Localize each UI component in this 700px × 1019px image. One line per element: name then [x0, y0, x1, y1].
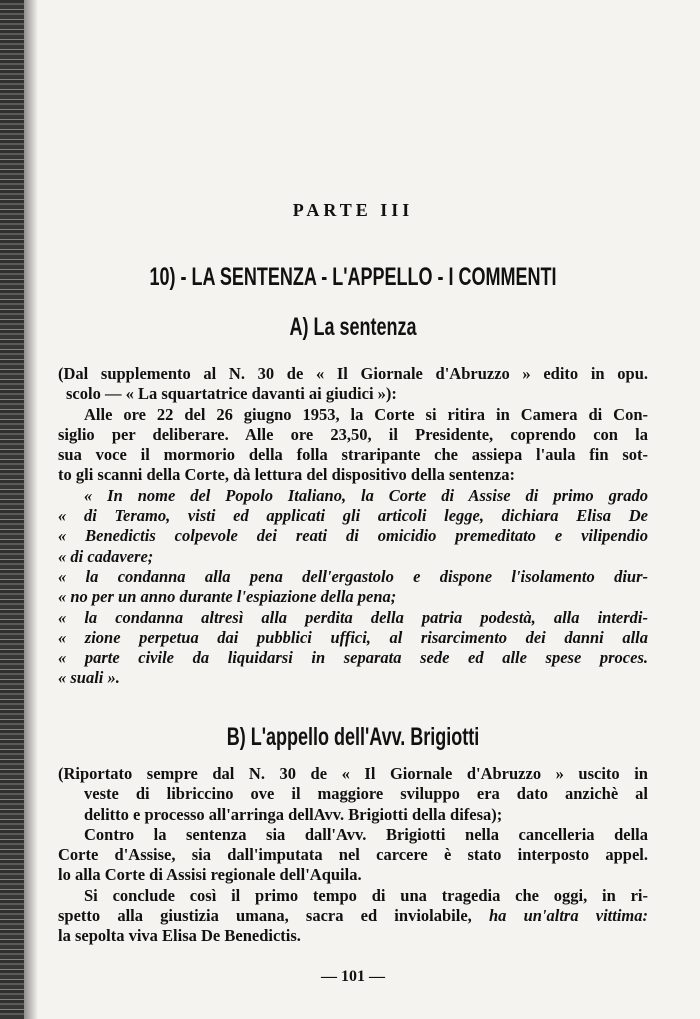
- text-line: Si conclude così il primo tempo di una tragedia che oggi, in ri-: [84, 885, 648, 905]
- section-b-title: B) L'appello dell'Avv. Brigiotti: [226, 723, 480, 751]
- text-line: « di Teramo, visti ed applicati gli articoli legge, dichiara Elisa De: [58, 506, 648, 526]
- text-line: siglio per deliberare. Alle ore 23,50, il Presidente, coprendo con la: [58, 424, 648, 444]
- book-page: [58, 0, 648, 1019]
- page-binding-edge: [0, 0, 24, 1019]
- section-a-title: A) La sentenza: [289, 313, 417, 341]
- text-line: « In nome del Popolo Italiano, la Corte di Assise di primo grado: [84, 485, 648, 505]
- chapter-title: 10) - LA SENTENZA - L'APPELLO - I COMMENTI: [149, 263, 557, 291]
- text-line: veste di libriccino ove il maggiore sviluppo era dato anzichè al: [84, 784, 648, 804]
- text-line: Corte d'Assise, sia dall'imputata nel carcere è stato interposto appel.: [58, 845, 648, 865]
- text-line: « parte civile da liquidarsi in separata sede ed alle spese proces.: [58, 648, 648, 668]
- part-heading: PARTE III: [292, 200, 414, 220]
- text-line: lo alla Corte di Assisi regionale dell'Aquila.: [58, 865, 362, 885]
- text-line: to gli scanni della Corte, dà lettura del dispositivo della sentenza:: [58, 465, 515, 485]
- text-line: sua voce il mormorio della folla straripante che assiepa l'aula fin sot-: [58, 445, 648, 465]
- text-line: (Dal supplemento al N. 30 de « Il Giornale d'Abruzzo » edito in opu.: [58, 364, 648, 383]
- text-line: « la condanna altresì alla perdita della patria podestà, alla interdi-: [58, 607, 648, 627]
- emphasis-text: ha un'altra vittima:: [488, 906, 649, 926]
- text-line: delitto e processo all'arringa dellAvv. Brigiotti della difesa);: [84, 804, 503, 824]
- text-line: « suali ».: [58, 668, 120, 688]
- text-line: [58, 906, 648, 926]
- text-line: « no per un anno durante l'espiazione della pena;: [58, 587, 397, 607]
- text-line: Contro la sentenza sia dall'Avv. Brigiotti nella cancelleria della: [84, 824, 648, 844]
- text-line: scolo — « La squartatrice davanti ai giudici »):: [66, 384, 397, 404]
- section-a-text: [58, 364, 648, 689]
- text-line: « zione perpetua dai pubblici uffici, al risarcimento dei danni alla: [58, 627, 648, 647]
- page-number: — 101 —: [321, 968, 385, 985]
- text-segment: spetto alla giustizia umana, sacra ed inviolabile,: [58, 906, 472, 926]
- text-line: « di cadavere;: [58, 546, 154, 566]
- text-line: Alle ore 22 del 26 giugno 1953, la Corte si ritira in Camera di Con-: [84, 404, 648, 424]
- text-line: la sepolta viva Elisa De Benedictis.: [58, 926, 301, 946]
- text-line: « Benedictis colpevole dei reati di omicidio premeditato e vilipendio: [58, 526, 648, 546]
- page-binding-shadow: [24, 0, 38, 1019]
- text-line: (Riportato sempre dal N. 30 de « Il Giornale d'Abruzzo » uscito in: [58, 764, 648, 783]
- section-b-text: [58, 764, 648, 947]
- text-line: « la condanna alla pena dell'ergastolo e dispone l'isolamento diur-: [58, 566, 648, 586]
